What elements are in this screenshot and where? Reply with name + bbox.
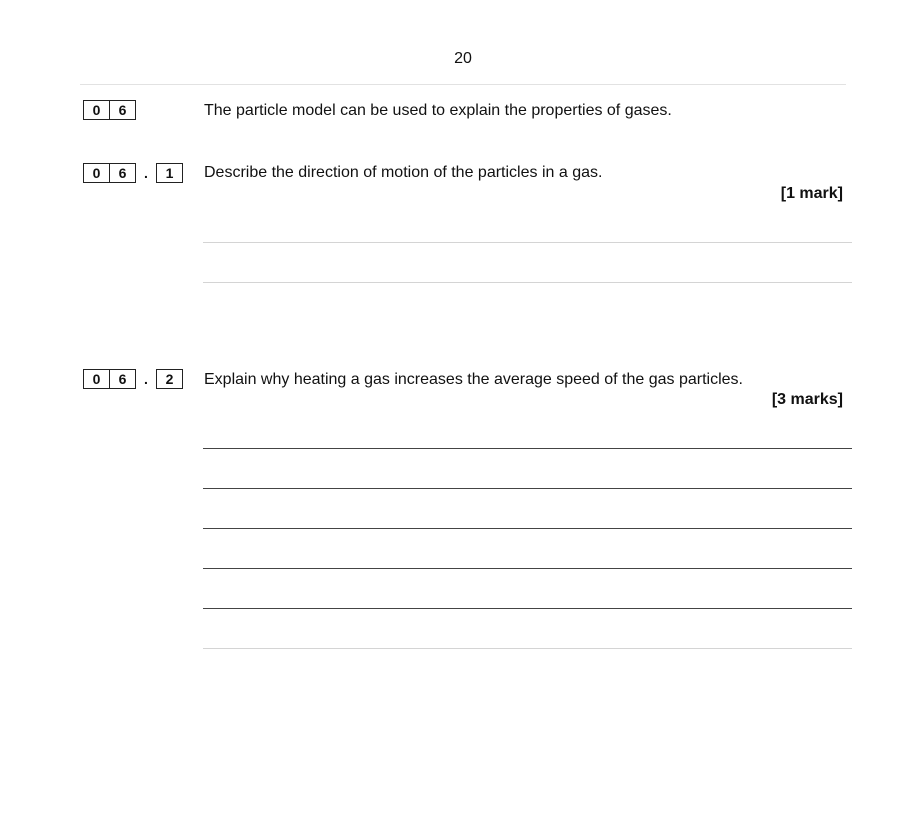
answer-line[interactable] — [203, 648, 852, 649]
question-number-06-1 — [83, 163, 183, 183]
question-number-box — [83, 100, 136, 120]
part-number-box — [156, 163, 183, 183]
header-divider — [80, 84, 846, 85]
part-1-question-text: Describe the direction of motion of the particles in a gas. — [204, 164, 603, 181]
answer-line[interactable] — [203, 568, 852, 569]
part-separator: . — [144, 371, 148, 387]
page-number: 20 — [454, 50, 472, 67]
answer-line[interactable] — [203, 488, 852, 489]
question-digit-1: 0 — [92, 102, 101, 118]
question-number-box — [83, 163, 136, 183]
part-1-marks: [1 mark] — [780, 185, 843, 202]
answer-line[interactable] — [203, 282, 852, 283]
question-number-06 — [83, 100, 136, 120]
question-intro: The particle model can be used to explain the properties of gases. — [204, 102, 672, 119]
part-2-marks: [3 marks] — [771, 391, 843, 408]
question-digit-2: 6 — [109, 370, 135, 388]
part-separator: . — [144, 165, 148, 181]
question-number-06-2 — [83, 369, 183, 389]
part-2-question-text: Explain why heating a gas increases the average speed of the gas particles. — [204, 371, 743, 388]
answer-line[interactable] — [203, 608, 852, 609]
answer-line[interactable] — [203, 448, 852, 449]
question-number-box — [83, 369, 136, 389]
question-digit-1: 0 — [92, 165, 101, 181]
answer-line[interactable] — [203, 242, 852, 243]
part-digit: 1 — [165, 165, 174, 181]
question-digit-1: 0 — [92, 371, 101, 387]
question-digit-2: 6 — [109, 164, 135, 182]
part-digit: 2 — [165, 371, 174, 387]
part-number-box — [156, 369, 183, 389]
answer-line[interactable] — [203, 528, 852, 529]
question-digit-2: 6 — [109, 101, 135, 119]
